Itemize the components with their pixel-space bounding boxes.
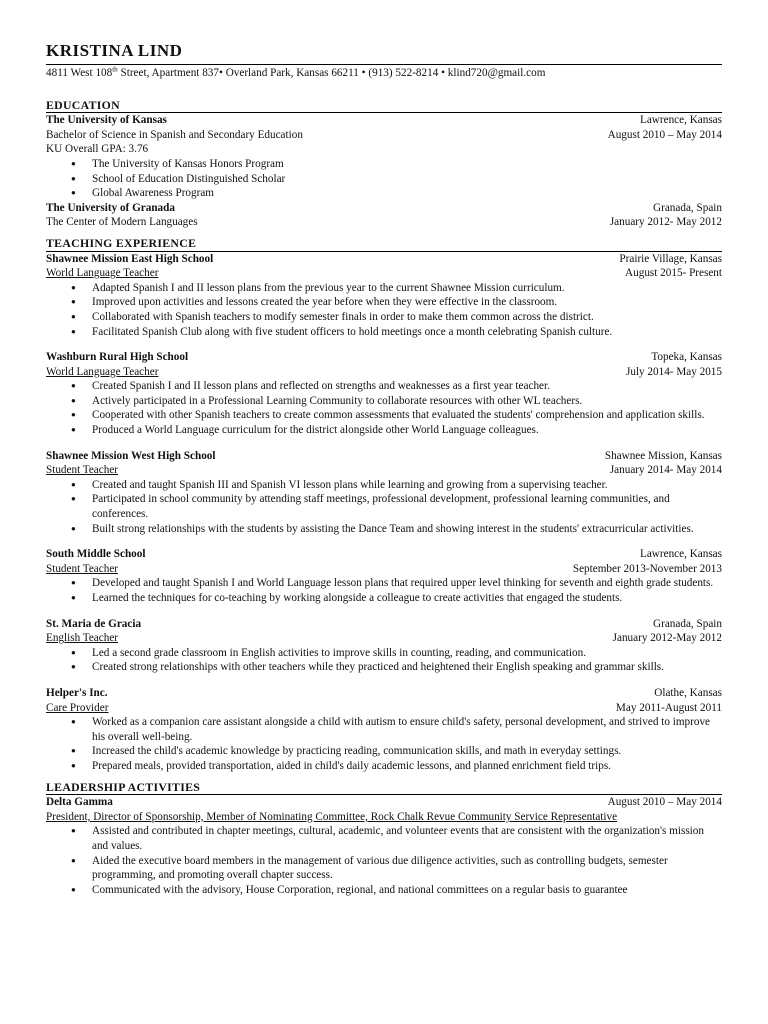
degree: The Center of Modern Languages	[46, 216, 198, 229]
dates: August 2010 – May 2014	[607, 128, 722, 141]
school-name: The University of Kansas	[46, 114, 167, 127]
job-dates: September 2013-November 2013	[572, 562, 722, 575]
education-entry-ku	[46, 113, 722, 201]
list-item: ● Facilitated Spanish Club along with five student officers to hold meetings once a month celebrating Spanish culture.	[92, 325, 722, 340]
job-bullets	[46, 646, 722, 675]
list-item: ● Learned the techniques for co-teaching by working alongside a colleague to create activities that engaged the students.	[92, 591, 722, 606]
employer-name: St. Maria de Gracia	[46, 617, 142, 630]
job-role: Student Teacher	[46, 562, 119, 575]
list-item: ● Aided the executive board members in the management of various due diligence activities, such as controlling budgets, semester programming, and promoting overall chapter success.	[92, 854, 722, 883]
list-item: ● Created and taught Spanish III and Spanish VI lesson plans while learning and growing from a supervising teacher.	[92, 478, 722, 493]
job-dates: January 2012-May 2012	[612, 632, 722, 645]
job-role: World Language Teacher	[46, 267, 159, 280]
job-location: Shawnee Mission, Kansas	[604, 449, 722, 462]
list-item: ● Built strong relationships with the students by assisting the Dance Team and showing interest in the students' extracurricular activities.	[92, 522, 722, 537]
list-item: ● Improved upon activities and lessons created the year before when they were effective in the classroom.	[92, 295, 722, 310]
list-item: ● Prepared meals, provided transportation, aided in child's daily academic lessons, and planned enrichment field trips.	[92, 759, 722, 774]
job-dates: January 2014- May 2014	[609, 464, 722, 477]
list-item: ● Assisted and contributed in chapter meetings, cultural, academic, and volunteer events that are consistent with the organization's mission and values.	[92, 824, 722, 853]
leadership-entry	[46, 795, 722, 897]
list-item: ● Produced a World Language curriculum for the district alongside other World Language colleagues.	[92, 423, 722, 438]
job-entry	[46, 617, 722, 675]
list-item: ● Led a second grade classroom in English activities to improve skills in counting, reading, and communication.	[92, 646, 722, 661]
list-item: ● Created Spanish I and II lesson plans and reflected on strengths and weaknesses as a first year teacher.	[92, 379, 722, 394]
employer-name: Shawnee Mission East High School	[46, 252, 214, 265]
list-item: ● Created strong relationships with other teachers while they practiced and heightened their English speaking and grammar skills.	[92, 660, 722, 675]
employer-name: South Middle School	[46, 548, 146, 561]
leadership-heading: LEADERSHIP ACTIVITIES	[46, 780, 722, 796]
address-part-2: Street, Apartment 837• Overland Park, Kansas 66211 • (913) 522-8214 • klind720@gmail.com	[117, 67, 546, 79]
list-item: ● The University of Kansas Honors Program	[92, 157, 722, 172]
job-role: Student Teacher	[46, 464, 119, 477]
job-bullets	[46, 715, 722, 773]
job-bullets	[46, 379, 722, 437]
gpa: KU Overall GPA: 3.76	[46, 143, 149, 156]
job-bullets	[46, 478, 722, 536]
job-dates: July 2014- May 2015	[625, 365, 722, 378]
job-role: English Teacher	[46, 632, 119, 645]
list-item: ● Adapted Spanish I and II lesson plans from the previous year to the current Shawnee Mission curriculum.	[92, 281, 722, 296]
teaching-heading: TEACHING EXPERIENCE	[46, 236, 722, 252]
employer-name: Shawnee Mission West High School	[46, 449, 216, 462]
job-entry	[46, 252, 722, 340]
list-item: ● Actively participated in a Professional Learning Community to collaborate resources with other WL teachers.	[92, 394, 722, 409]
employer-name: Washburn Rural High School	[46, 351, 189, 364]
job-entry	[46, 350, 722, 438]
job-location: Topeka, Kansas	[651, 351, 722, 364]
job-dates: May 2011-August 2011	[615, 701, 722, 714]
job-location: Granada, Spain	[653, 617, 722, 630]
job-entry	[46, 449, 722, 537]
job-location: Lawrence, Kansas	[640, 548, 722, 561]
candidate-name: KRISTINA LIND	[46, 41, 183, 60]
list-item: ● Global Awareness Program	[92, 186, 722, 201]
list-item: ● Collaborated with Spanish teachers to modify semester finals in order to make them common across the district.	[92, 310, 722, 325]
school-location: Lawrence, Kansas	[640, 114, 722, 127]
address-superscript: th	[112, 65, 118, 74]
list-item: ● Communicated with the advisory, House Corporation, regional, and national committees on a regular basis to guarantee	[92, 883, 722, 898]
school-location: Granada, Spain	[653, 201, 722, 214]
job-entry	[46, 547, 722, 605]
list-item: ● Worked as a companion care assistant alongside a child with autism to ensure child's safety, personal development, and strived to improve his overall well-being.	[92, 715, 722, 744]
list-item: ● Cooperated with other Spanish teachers to create common assessments that evaluated the students' comprehension and application skills.	[92, 408, 722, 423]
list-item: ● Developed and taught Spanish I and World Language lesson plans that required upper level thinking for seventh and eighth grade students.	[92, 576, 722, 591]
list-item: ● Participated in school community by attending staff meetings, professional development, professional learning communities, and conferences.	[92, 492, 722, 521]
school-name: The University of Granada	[46, 201, 175, 214]
job-location: Olathe, Kansas	[654, 686, 722, 699]
job-dates: August 2015- Present	[625, 267, 722, 280]
organization-name: Delta Gamma	[46, 796, 113, 809]
job-role: World Language Teacher	[46, 365, 159, 378]
job-bullets	[46, 576, 722, 605]
list-item: ● School of Education Distinguished Scholar	[92, 172, 722, 187]
honors-list	[46, 157, 722, 201]
dates: January 2012- May 2012	[609, 216, 722, 229]
job-bullets	[46, 281, 722, 339]
contact-line	[46, 64, 722, 81]
address-part-1: 4811 West 108	[46, 67, 113, 79]
leadership-bullets	[46, 824, 722, 897]
list-item: ● Increased the child's academic knowledge by practicing reading, communication skills, and math in everyday settings.	[92, 744, 722, 759]
job-location: Prairie Village, Kansas	[619, 252, 722, 265]
job-entry	[46, 686, 722, 774]
leadership-dates: August 2010 – May 2014	[607, 796, 722, 809]
degree: Bachelor of Science in Spanish and Secondary Education	[46, 128, 303, 141]
employer-name: Helper's Inc.	[46, 686, 108, 699]
resume-page	[46, 40, 722, 897]
job-role: Care Provider	[46, 701, 109, 714]
education-heading: EDUCATION	[46, 98, 722, 114]
education-entry-granada	[46, 201, 722, 230]
leadership-roles: President, Director of Sponsorship, Member of Nominating Committee, Rock Chalk Revue Community Service Representative	[46, 810, 618, 823]
